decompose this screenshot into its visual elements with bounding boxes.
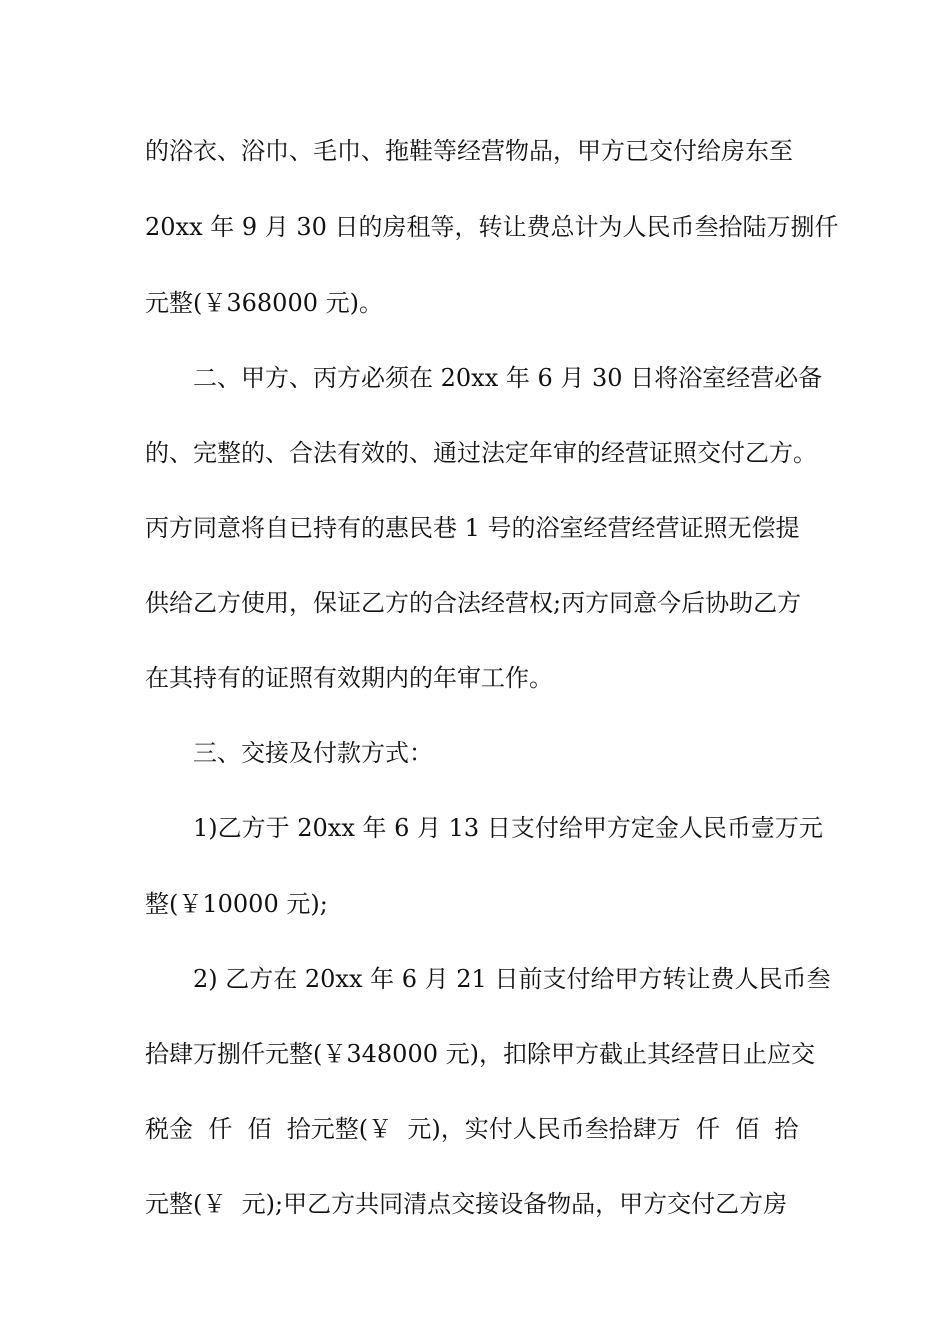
text-line: 在其持有的证照有效期内的年审工作。 [145, 664, 553, 692]
text-line: 的浴衣、浴巾、毛巾、拖鞋等经营物品，甲方已交付给房东至 [145, 137, 793, 165]
text-line: 2) 乙方在 20xx 年 6 月 21 日前支付给甲方转让费人民币叁 [193, 965, 831, 993]
text-line: 拾肆万捌仟元整(￥348000 元)，扣除甲方截止其经营日止应交 [145, 1040, 815, 1068]
text-line: 的、完整的、合法有效的、通过法定年审的经营证照交付乙方。 [145, 439, 817, 467]
text-line: 整(￥10000 元); [145, 890, 328, 918]
text-line: 元整(￥368000 元)。 [145, 289, 383, 317]
text-line: 税金 仟 佰 拾元整(￥ 元)，实付人民币叁拾肆万 仟 佰 拾 [145, 1115, 799, 1143]
text-line: 二、甲方、丙方必须在 20xx 年 6 月 30 日将浴室经营必备 [193, 364, 823, 392]
text-line: 20xx 年 9 月 30 日的房租等，转让费总计为人民币叁拾陆万捌仟 [145, 213, 839, 241]
text-line: 元整(￥ 元);甲乙方共同清点交接设备物品，甲方交付乙方房 [145, 1190, 788, 1218]
text-line: 1)乙方于 20xx 年 6 月 13 日支付给甲方定金人民币壹万元 [193, 814, 823, 842]
text-line: 丙方同意将自已持有的惠民巷 1 号的浴室经营经营证照无偿提 [145, 514, 800, 542]
text-line: 三、交接及付款方式： [193, 739, 433, 767]
text-line: 供给乙方使用，保证乙方的合法经营权;丙方同意今后协助乙方 [145, 589, 802, 617]
